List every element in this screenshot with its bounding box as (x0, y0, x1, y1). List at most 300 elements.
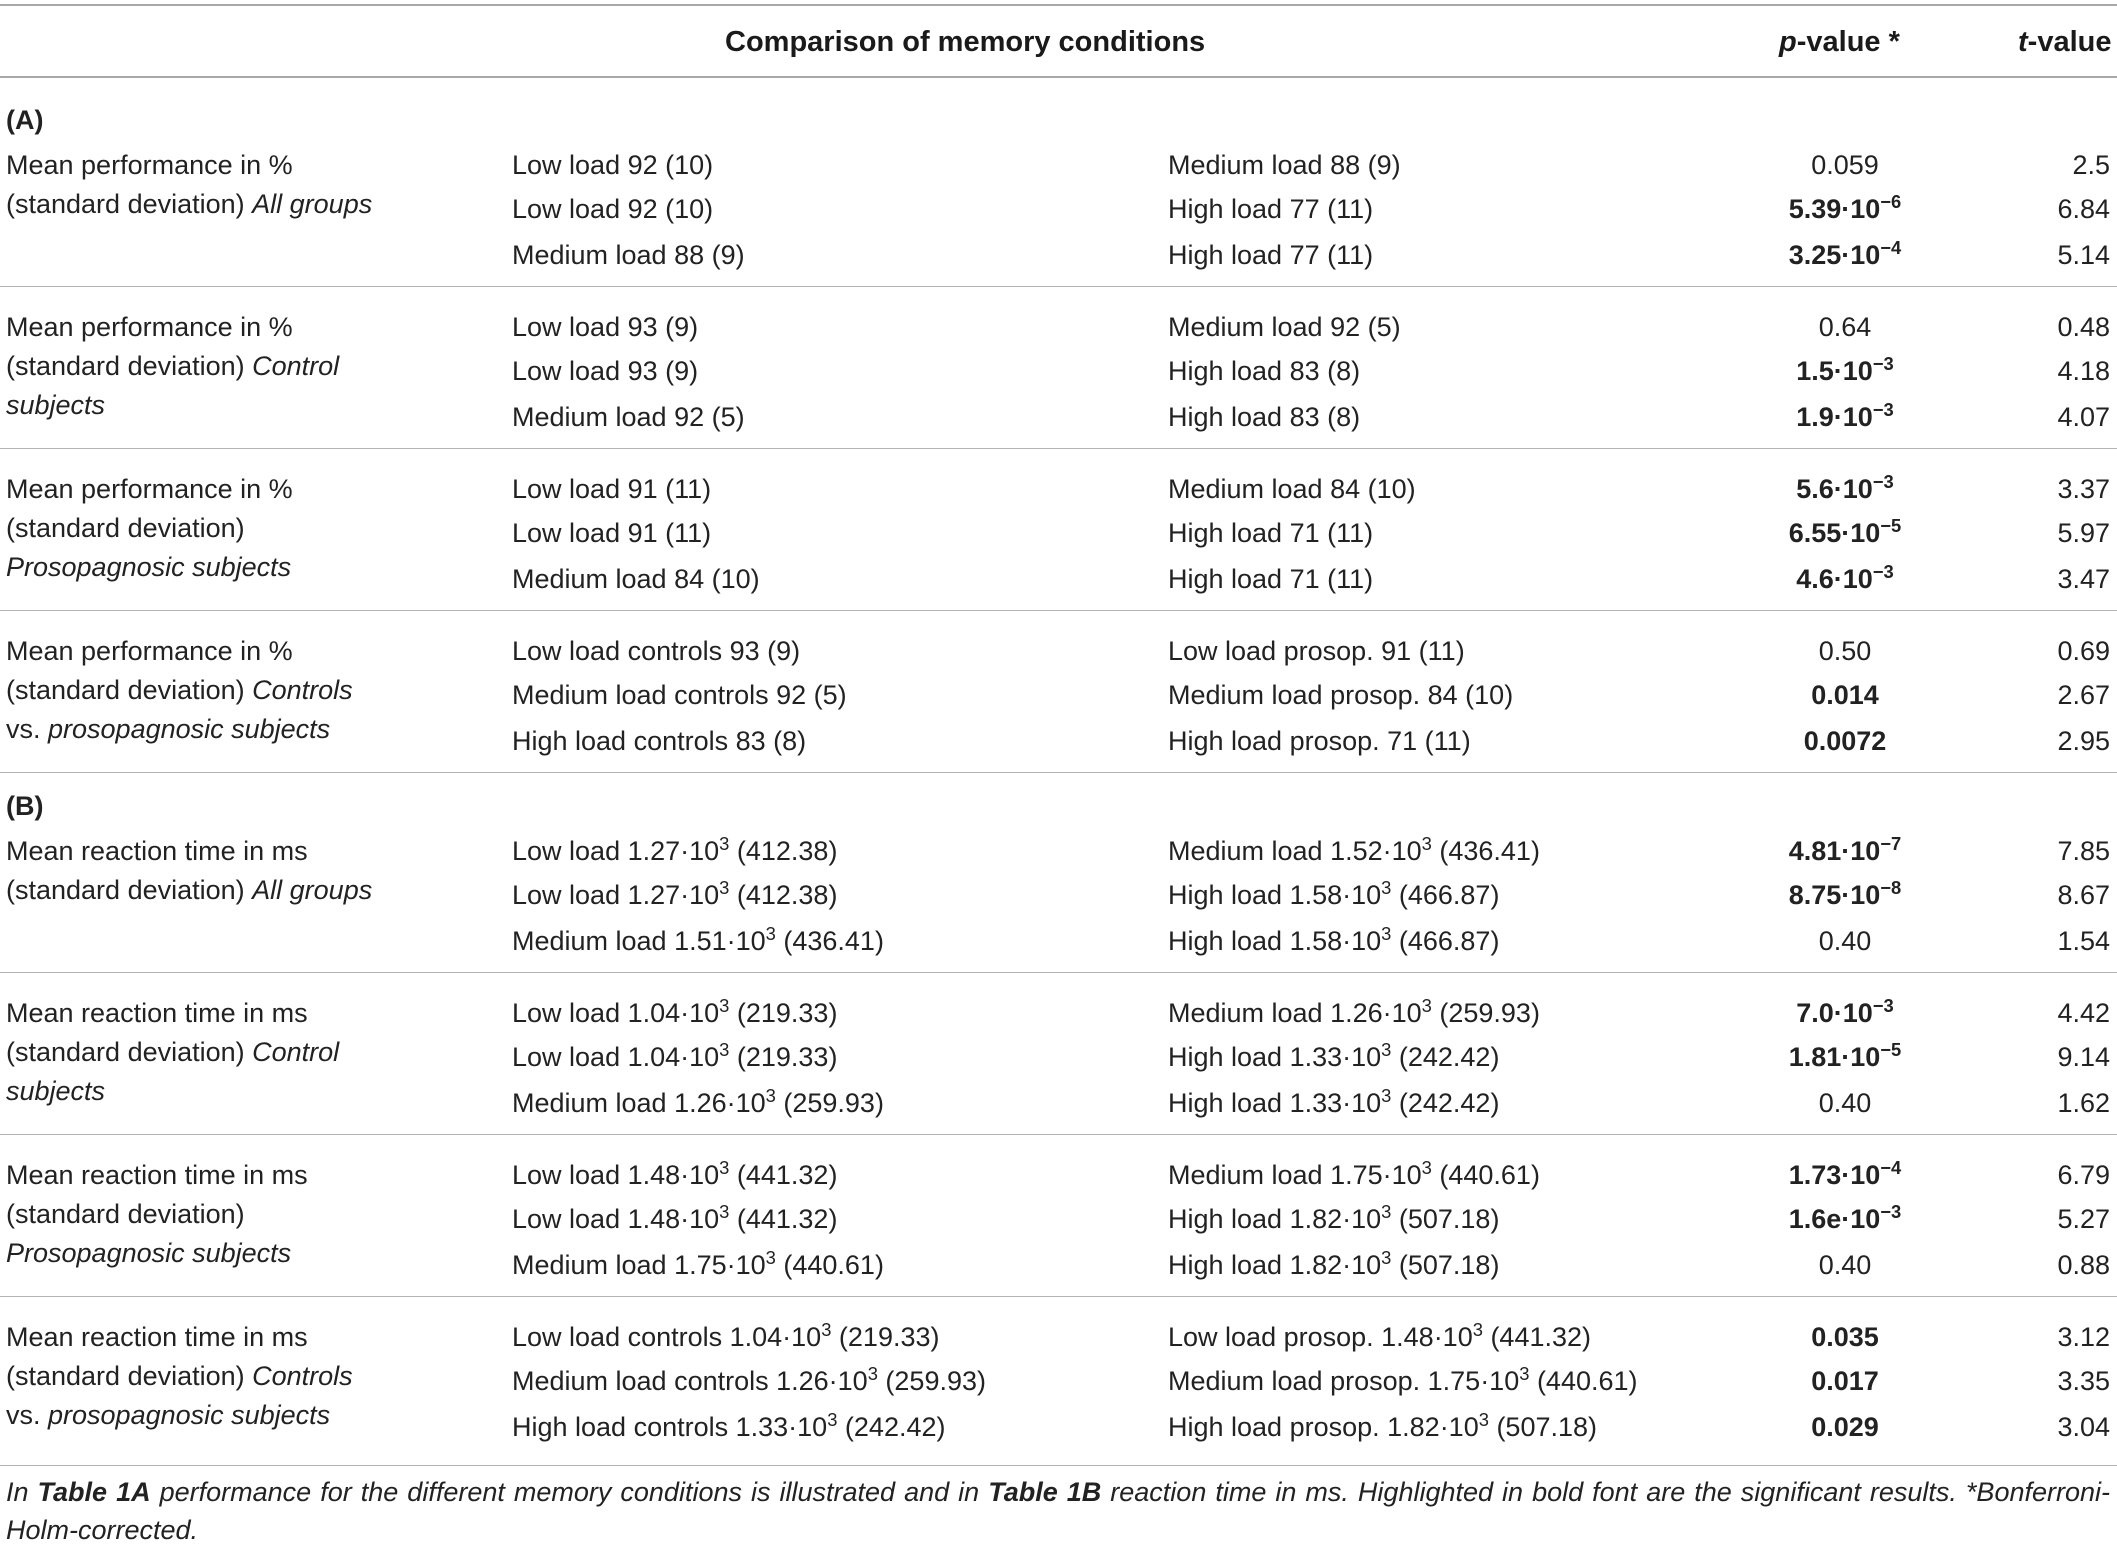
condition-a-cell (512, 1156, 837, 1194)
p-value-text: 7.0·10 (1796, 998, 1873, 1028)
condition-b-cell (1168, 352, 1360, 390)
group-label-line (6, 832, 486, 871)
condition-b-cell (1168, 308, 1401, 346)
p-value-cell (1720, 1156, 1970, 1194)
condition-b-text: Low load prosop. 1.48·10 (1168, 1322, 1473, 1352)
group-label-italic: Control (252, 1037, 340, 1067)
t-value-cell (1980, 514, 2110, 552)
condition-a-cell (512, 1318, 940, 1356)
p-value-text: 0.50 (1818, 636, 1872, 666)
t-value-text: 5.14 (2057, 240, 2110, 270)
group-label-line (6, 1195, 486, 1234)
t-value-cell (1980, 560, 2110, 598)
condition-a-exponent: 3 (867, 1362, 878, 1384)
t-value-cell (1980, 1038, 2110, 1076)
condition-a-rest: (242.42) (837, 1412, 946, 1442)
condition-a-exponent: 3 (719, 876, 730, 898)
group-label-line (6, 347, 486, 386)
condition-b-cell (1168, 560, 1373, 598)
group-label-plain: (standard deviation) (6, 351, 253, 381)
group-divider (0, 1134, 2117, 1135)
condition-b-text: High load 83 (8) (1168, 402, 1361, 432)
group-label-line (6, 386, 486, 425)
t-value-text: 9.14 (2057, 1042, 2110, 1072)
condition-a-cell (512, 470, 711, 508)
condition-b-text: Medium load 84 (10) (1168, 474, 1416, 504)
condition-b-exponent: 3 (1381, 922, 1392, 944)
condition-a-text: Low load 93 (9) (512, 356, 699, 386)
condition-b-exponent: 3 (1381, 1200, 1392, 1222)
condition-a-exponent: 3 (827, 1408, 838, 1430)
condition-b-cell (1168, 922, 1499, 960)
p-value-text: 0.035 (1811, 1322, 1879, 1352)
condition-a-text: High load controls 1.33·10 (512, 1412, 828, 1442)
table-bottom-rule (0, 1465, 2117, 1466)
p-value-cell (1720, 1038, 1970, 1076)
p-value-text: 0.059 (1811, 150, 1879, 180)
p-value-exponent: −3 (1872, 470, 1894, 492)
p-value-cell (1720, 676, 1970, 714)
condition-b-cell (1168, 514, 1373, 552)
condition-b-text: High load prosop. 71 (11) (1168, 726, 1471, 756)
condition-b-rest: (466.87) (1391, 880, 1500, 910)
condition-b-exponent: 3 (1478, 1408, 1489, 1430)
condition-b-cell (1168, 1156, 1540, 1194)
condition-b-text: High load 1.58·10 (1168, 926, 1382, 956)
p-value-text: 0.029 (1811, 1412, 1879, 1442)
condition-a-cell (512, 676, 847, 714)
group-label-italic: Prosopagnosic subjects (6, 552, 292, 582)
p-value-exponent: −3 (1880, 1200, 1902, 1222)
group-divider (0, 286, 2117, 287)
condition-b-cell (1168, 398, 1360, 436)
condition-a-exponent: 3 (719, 1038, 730, 1060)
condition-a-rest: (412.38) (729, 880, 838, 910)
condition-b-rest: (440.61) (1431, 1160, 1540, 1190)
group-label-line (6, 871, 486, 910)
group-label-italic: subjects (6, 1076, 106, 1106)
condition-b-rest: (507.18) (1391, 1204, 1500, 1234)
group-label-plain: Mean performance in % (6, 474, 293, 504)
condition-b-text: Medium load 1.26·10 (1168, 998, 1422, 1028)
condition-b-cell (1168, 146, 1401, 184)
p-value-text: 0.40 (1818, 1088, 1872, 1118)
t-value-text: 0.88 (2057, 1250, 2110, 1280)
condition-b-text: Low load prosop. 91 (11) (1168, 636, 1465, 666)
condition-b-rest: (507.18) (1488, 1412, 1598, 1442)
group-label-line (6, 185, 486, 224)
condition-a-cell (512, 352, 698, 390)
group-label-italic: Controls (252, 1361, 353, 1391)
condition-a-rest: (412.38) (729, 836, 838, 866)
header-t-italic: t (2018, 26, 2028, 58)
t-value-text: 6.84 (2057, 194, 2110, 224)
group-label-plain: Mean reaction time in ms (6, 836, 308, 866)
p-value-text: 0.40 (1818, 926, 1872, 956)
t-value-cell (1980, 922, 2110, 960)
t-value-cell (1980, 1318, 2110, 1356)
t-value-cell (1980, 722, 2110, 760)
group-label-plain: Mean performance in % (6, 636, 293, 666)
condition-a-exponent: 3 (821, 1318, 832, 1340)
condition-b-cell (1168, 722, 1471, 760)
condition-b-cell (1168, 470, 1416, 508)
condition-a-text: Low load controls 1.04·10 (512, 1322, 822, 1352)
condition-a-cell (512, 1408, 946, 1446)
group-label-line (6, 1234, 486, 1273)
p-value-cell (1720, 832, 1970, 870)
condition-a-rest: (259.93) (877, 1366, 986, 1396)
group-label (6, 1156, 486, 1273)
p-value-text: 3.25·10 (1788, 240, 1881, 270)
p-value-exponent: −3 (1872, 398, 1894, 420)
p-value-cell (1720, 1246, 1970, 1284)
group-label-italic: subjects (6, 390, 106, 420)
p-value-cell (1720, 514, 1970, 552)
condition-b-cell (1168, 1318, 1591, 1356)
t-value-text: 1.54 (2057, 926, 2110, 956)
p-value-cell (1720, 922, 1970, 960)
t-value-cell (1980, 398, 2110, 436)
p-value-cell (1720, 560, 1970, 598)
condition-a-text: High load controls 83 (8) (512, 726, 807, 756)
condition-b-text: High load 1.82·10 (1168, 1204, 1382, 1234)
condition-a-cell (512, 146, 713, 184)
group-label-line (6, 548, 486, 587)
p-value-cell (1720, 146, 1970, 184)
group-label-italic: prosopagnosic subjects (48, 1400, 331, 1430)
condition-b-rest: (259.93) (1431, 998, 1540, 1028)
condition-a-text: Medium load controls 92 (5) (512, 680, 847, 710)
p-value-text: 1.73·10 (1788, 1160, 1881, 1190)
p-value-text: 0.40 (1818, 1250, 1872, 1280)
footnote-table-1a: Table 1A (37, 1477, 151, 1507)
group-label-plain: vs. (6, 714, 49, 744)
condition-b-rest: (242.42) (1391, 1088, 1500, 1118)
condition-b-text: High load 71 (11) (1168, 564, 1374, 594)
t-value-cell (1980, 832, 2110, 870)
group-label-plain: vs. (6, 1400, 49, 1430)
group-label-plain: Mean performance in % (6, 312, 293, 342)
t-value-cell (1980, 1156, 2110, 1194)
group-divider (0, 972, 2117, 973)
p-value-cell (1720, 236, 1970, 274)
group-label (6, 994, 486, 1111)
condition-a-rest: (441.32) (729, 1160, 838, 1190)
condition-b-text: Medium load prosop. 1.75·10 (1168, 1366, 1520, 1396)
group-label-italic: All groups (252, 875, 373, 905)
condition-a-cell (512, 722, 806, 760)
t-value-text: 2.5 (2072, 150, 2110, 180)
p-value-text: 4.6·10 (1796, 564, 1873, 594)
t-value-text: 3.04 (2057, 1412, 2110, 1442)
t-value-cell (1980, 1084, 2110, 1122)
group-label-plain: (standard deviation) (6, 675, 253, 705)
p-value-cell (1720, 352, 1970, 390)
p-value-exponent: −8 (1880, 876, 1902, 898)
footnote-seg3: performance for the different memory conditions is illustrated and in (150, 1477, 989, 1507)
p-value-text: 0.017 (1811, 1366, 1879, 1396)
t-value-cell (1980, 470, 2110, 508)
condition-a-rest: (441.32) (729, 1204, 838, 1234)
p-value-text: 5.6·10 (1796, 474, 1873, 504)
footnote-seg1: In (6, 1477, 38, 1507)
group-label-line (6, 1072, 486, 1111)
p-value-cell (1720, 1200, 1970, 1238)
t-value-cell (1980, 676, 2110, 714)
condition-a-exponent: 3 (719, 994, 730, 1016)
condition-b-text: Medium load prosop. 84 (10) (1168, 680, 1514, 710)
group-divider (0, 1296, 2117, 1297)
condition-a-cell (512, 1246, 884, 1284)
section-divider (0, 772, 2117, 773)
p-value-text: 0.014 (1811, 680, 1879, 710)
p-value-cell (1720, 1408, 1970, 1446)
group-label-line (6, 146, 486, 185)
condition-b-exponent: 3 (1421, 994, 1432, 1016)
p-value-exponent: −6 (1880, 190, 1902, 212)
condition-a-text: Low load 1.04·10 (512, 998, 720, 1028)
condition-a-rest: (436.41) (775, 926, 884, 956)
p-value-cell (1720, 632, 1970, 670)
p-value-text: 6.55·10 (1788, 518, 1881, 548)
t-value-text: 8.67 (2057, 880, 2110, 910)
group-label-italic: Controls (252, 675, 353, 705)
t-value-text: 1.62 (2057, 1088, 2110, 1118)
p-value-exponent: −5 (1880, 514, 1902, 536)
footnote-seg5: reaction time in ms. Highlighted in bold font are the significant results. *Bonferroni-Holm-corrected. (6, 1477, 2110, 1545)
t-value-text: 4.42 (2057, 998, 2110, 1028)
group-label (6, 470, 486, 587)
p-value-exponent: −7 (1880, 832, 1902, 854)
condition-a-text: Medium load 1.26·10 (512, 1088, 766, 1118)
table-top-rule (0, 4, 2117, 6)
condition-b-text: High load 1.82·10 (1168, 1250, 1382, 1280)
p-value-exponent: −5 (1880, 1038, 1902, 1060)
section-label-b: (B) (6, 791, 44, 821)
condition-b-exponent: 3 (1421, 1156, 1432, 1178)
condition-a-text: Low load 91 (11) (512, 518, 712, 548)
t-value-cell (1980, 632, 2110, 670)
condition-a-text: Medium load 88 (9) (512, 240, 745, 270)
condition-b-text: Medium load 1.75·10 (1168, 1160, 1422, 1190)
condition-a-cell (512, 832, 837, 870)
header-t-value (2018, 22, 2112, 62)
condition-a-text: Low load 1.48·10 (512, 1204, 720, 1234)
t-value-text: 4.07 (2057, 402, 2110, 432)
condition-b-cell (1168, 632, 1465, 670)
group-label-line (6, 1318, 486, 1357)
condition-b-exponent: 3 (1381, 1038, 1392, 1060)
group-label-plain: (standard deviation) (6, 875, 253, 905)
condition-b-cell (1168, 1246, 1499, 1284)
t-value-text: 7.85 (2057, 836, 2110, 866)
header-p-value (1779, 22, 1900, 62)
condition-b-exponent: 3 (1519, 1362, 1530, 1384)
group-label-plain: (standard deviation) (6, 189, 253, 219)
header-p-rest: -value * (1796, 26, 1900, 58)
group-label (6, 1318, 486, 1435)
condition-a-exponent: 3 (719, 1156, 730, 1178)
t-value-cell (1980, 1200, 2110, 1238)
condition-b-rest: (436.41) (1431, 836, 1540, 866)
t-value-cell (1980, 308, 2110, 346)
condition-b-text: High load 83 (8) (1168, 356, 1361, 386)
header-comparison: Comparison of memory conditions (725, 26, 1206, 58)
footnote-table-1b: Table 1B (988, 1477, 1102, 1507)
condition-b-exponent: 3 (1421, 832, 1432, 854)
group-label-line (6, 509, 486, 548)
condition-b-cell (1168, 876, 1499, 914)
condition-a-text: Low load 1.27·10 (512, 836, 720, 866)
condition-a-text: Medium load 92 (5) (512, 402, 745, 432)
condition-a-cell (512, 922, 884, 960)
header-t-rest: -value (2027, 26, 2112, 58)
condition-a-cell (512, 1362, 986, 1400)
condition-a-exponent: 3 (765, 1084, 776, 1106)
group-label-plain: Mean performance in % (6, 150, 293, 180)
table-footnote (6, 1473, 2110, 1549)
condition-a-cell (512, 190, 713, 228)
condition-a-rest: (219.33) (729, 998, 838, 1028)
condition-b-text: High load 71 (11) (1168, 518, 1374, 548)
condition-a-cell (512, 308, 698, 346)
condition-a-exponent: 3 (719, 1200, 730, 1222)
t-value-text: 3.37 (2057, 474, 2110, 504)
group-label-line (6, 1033, 486, 1072)
condition-b-exponent: 3 (1472, 1318, 1483, 1340)
group-label-plain: (standard deviation) (6, 1199, 245, 1229)
t-value-text: 5.27 (2057, 1204, 2110, 1234)
condition-a-rest: (219.33) (831, 1322, 940, 1352)
group-label (6, 146, 486, 224)
condition-a-text: Medium load 1.75·10 (512, 1250, 766, 1280)
t-value-text: 0.69 (2057, 636, 2110, 666)
group-label-line (6, 671, 486, 710)
condition-b-text: Medium load 1.52·10 (1168, 836, 1422, 866)
t-value-cell (1980, 190, 2110, 228)
group-label-line (6, 308, 486, 347)
p-value-cell (1720, 308, 1970, 346)
group-label-line (6, 1357, 486, 1396)
condition-a-text: Low load 1.48·10 (512, 1160, 720, 1190)
condition-b-cell (1168, 832, 1540, 870)
group-label-italic: Control (252, 351, 340, 381)
condition-b-cell (1168, 1408, 1597, 1446)
t-value-text: 6.79 (2057, 1160, 2110, 1190)
condition-b-exponent: 3 (1381, 876, 1392, 898)
p-value-exponent: −3 (1872, 352, 1894, 374)
condition-a-rest: (259.93) (775, 1088, 884, 1118)
condition-b-rest: (507.18) (1391, 1250, 1500, 1280)
condition-b-cell (1168, 676, 1513, 714)
condition-b-cell (1168, 236, 1373, 274)
condition-b-cell (1168, 994, 1540, 1032)
group-label-plain: (standard deviation) (6, 513, 245, 543)
t-value-text: 5.97 (2057, 518, 2110, 548)
condition-b-rest: (466.87) (1391, 926, 1500, 956)
p-value-text: 1.5·10 (1796, 356, 1873, 386)
header-p-italic: p (1779, 26, 1797, 58)
condition-a-cell (512, 1084, 884, 1122)
condition-a-cell (512, 876, 837, 914)
condition-b-exponent: 3 (1381, 1246, 1392, 1268)
t-value-cell (1980, 236, 2110, 274)
t-value-text: 3.12 (2057, 1322, 2110, 1352)
t-value-text: 4.18 (2057, 356, 2110, 386)
condition-b-text: High load 1.33·10 (1168, 1088, 1382, 1118)
p-value-cell (1720, 876, 1970, 914)
group-label-plain: (standard deviation) (6, 1037, 253, 1067)
condition-b-text: High load prosop. 1.82·10 (1168, 1412, 1479, 1442)
group-label (6, 308, 486, 425)
condition-b-text: High load 77 (11) (1168, 194, 1374, 224)
t-value-text: 3.47 (2057, 564, 2110, 594)
condition-a-rest: (219.33) (729, 1042, 838, 1072)
group-label (6, 832, 486, 910)
condition-b-cell (1168, 1362, 1638, 1400)
p-value-cell (1720, 398, 1970, 436)
p-value-text: 0.64 (1818, 312, 1872, 342)
condition-b-text: Medium load 88 (9) (1168, 150, 1401, 180)
p-value-cell (1720, 722, 1970, 760)
t-value-text: 2.95 (2057, 726, 2110, 756)
condition-a-text: Medium load 84 (10) (512, 564, 760, 594)
condition-a-cell (512, 398, 745, 436)
condition-a-text: Low load 1.27·10 (512, 880, 720, 910)
condition-a-exponent: 3 (719, 832, 730, 854)
p-value-exponent: −3 (1872, 994, 1894, 1016)
group-label-italic: All groups (252, 189, 373, 219)
t-value-cell (1980, 876, 2110, 914)
header-rule (0, 76, 2117, 78)
condition-a-cell (512, 1200, 837, 1238)
t-value-cell (1980, 146, 2110, 184)
t-value-cell (1980, 994, 2110, 1032)
condition-a-cell (512, 514, 711, 552)
section-label-a: (A) (6, 105, 44, 135)
t-value-text: 3.35 (2057, 1366, 2110, 1396)
condition-b-cell (1168, 1200, 1499, 1238)
condition-b-rest: (441.32) (1482, 1322, 1592, 1352)
p-value-text: 5.39·10 (1788, 194, 1881, 224)
t-value-text: 2.67 (2057, 680, 2110, 710)
p-value-text: 1.6e·10 (1788, 1204, 1881, 1234)
group-label-line (6, 1156, 486, 1195)
group-label-plain: Mean reaction time in ms (6, 998, 308, 1028)
condition-b-text: Medium load 92 (5) (1168, 312, 1401, 342)
condition-a-text: Medium load controls 1.26·10 (512, 1366, 868, 1396)
condition-a-cell (512, 236, 745, 274)
condition-a-cell (512, 994, 837, 1032)
p-value-text: 1.81·10 (1788, 1042, 1881, 1072)
condition-b-cell (1168, 1084, 1499, 1122)
group-label-plain: (standard deviation) (6, 1361, 253, 1391)
condition-a-cell (512, 1038, 837, 1076)
t-value-text: 0.48 (2057, 312, 2110, 342)
group-label-line (6, 710, 486, 749)
p-value-text: 1.9·10 (1796, 402, 1873, 432)
condition-a-text: Medium load 1.51·10 (512, 926, 766, 956)
p-value-exponent: −4 (1880, 1156, 1902, 1178)
group-divider (0, 610, 2117, 611)
group-label-line (6, 1396, 486, 1435)
group-label-italic: Prosopagnosic subjects (6, 1238, 292, 1268)
condition-a-exponent: 3 (765, 922, 776, 944)
group-label-line (6, 994, 486, 1033)
group-label-plain: Mean reaction time in ms (6, 1322, 308, 1352)
condition-b-text: High load 77 (11) (1168, 240, 1374, 270)
